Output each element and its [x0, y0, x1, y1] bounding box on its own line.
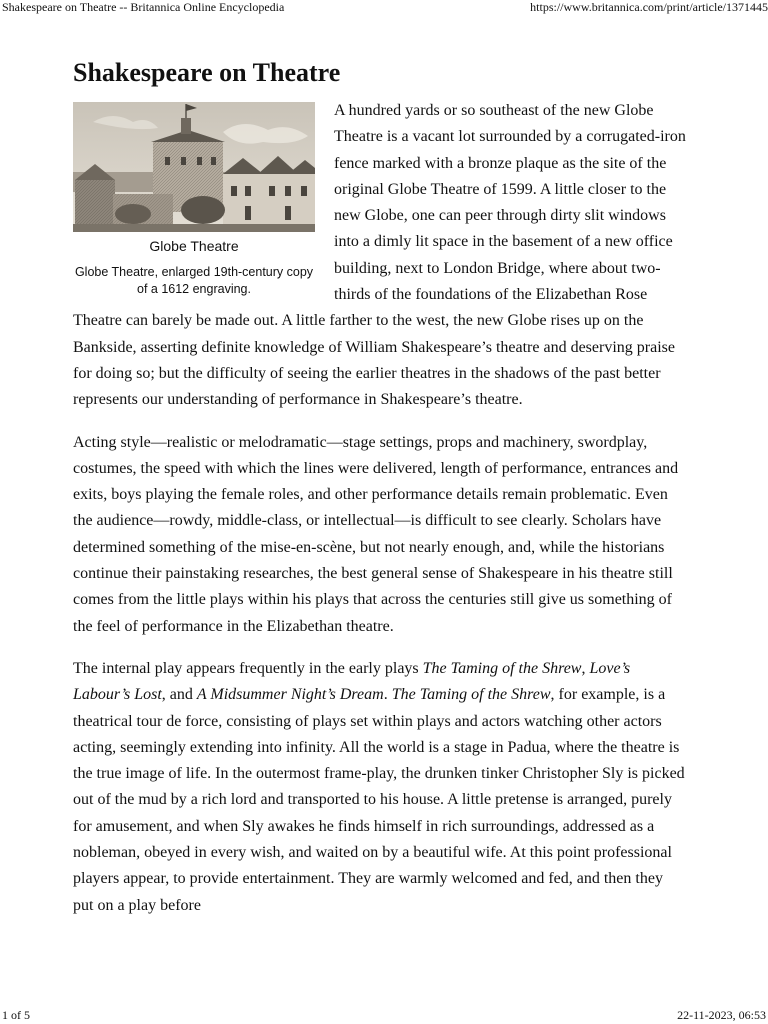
figure: [73, 102, 315, 298]
figure-caption: Globe Theatre, enlarged 19th-century copy of a 1612 engraving.: [74, 265, 314, 296]
print-url: https://www.britannica.com/print/article/1371445: [530, 0, 768, 14]
work-title-italic: A Midsummer Night’s Dream: [196, 686, 384, 704]
print-datetime: 22-11-2023, 06:53: [677, 1008, 766, 1022]
article: [73, 56, 686, 935]
work-title-italic: The Taming of the Shrew: [422, 659, 582, 677]
print-footer: [0, 1008, 768, 1024]
paragraph-text: , for example, is a theatrical tour de force, consisting of plays set within plays and actors watching other actors acting, seemingly extending into infinity. All the world is a stage in Padua, where the theatre is the true image of life. In the outermost frame-play, the drunken tinker Christopher Sly is picked out of the mud by a rich lord and transported to his house. A little pretense is arranged, purely for amusement, and when Sly awakes he finds himself in rich surroundings, addressed as a nobleman, obeyed in every wish, and waited on by a beautiful wife. At this point professional players appear, to provide entertainment. They are warmly welcomed and fed, and then they put on a play before: [73, 686, 685, 914]
article-title: Shakespeare on Theatre: [73, 58, 341, 87]
globe-theatre-engraving-image: [73, 102, 315, 232]
paragraph-text: ,: [581, 659, 590, 677]
print-header: [0, 0, 768, 18]
paragraph-text: , and: [161, 686, 197, 704]
work-title-italic: The Taming of the Shrew: [391, 686, 551, 704]
figure-caption-title: Globe Theatre: [149, 238, 239, 254]
paragraph-text: A hundred yards or so southeast of the new Globe Theatre is a vacant lot surrounded by a corrugated-iron fence marked with a bronze plaque as the site of the original Globe Theatre of 1599. A little closer to the new Globe, one can peer through dirty slit windows into a dimly lit space in the basement of a new office building, next to London Bridge, where about two-thirds of the foundations of the Elizabethan Rose Theatre can barely be made out. A little farther to the west, the new Globe rises up on the Bankside, asserting definite knowledge of William Shakespeare’s theatre and deserving praise for doing so; but the difficulty of seeing the earlier theatres in the shadows of the past better represents our understanding of performance in Shakespeare’s theatre.: [73, 102, 686, 409]
print-page-title: Shakespeare on Theatre -- Britannica Online Encyclopedia: [2, 0, 285, 14]
work-title-italic: Love’s Labour’s Lost: [73, 659, 631, 704]
page-number: 1 of 5: [2, 1008, 30, 1022]
article-paragraph: [73, 656, 686, 919]
paragraph-text: .: [383, 686, 392, 704]
paragraph-text: The internal play appears frequently in the early plays: [73, 659, 423, 677]
paragraph-text: Acting style—realistic or melodramatic—stage settings, props and machinery, swordplay, costumes, the speed with which the lines were delivered, length of performance, entrances and exits, boys playing the female roles, and other performance details remain problematic. Even the audience—rowdy, middle-class, or intellectual—is difficult to see clearly. Scholars have determined something of the mise-en-scène, but not nearly enough, and, while the historians continue their painstaking researches, the best general sense of Shakespeare in his theatre still comes from the little plays within his plays that across the centuries still give us something of the feel of performance in the Elizabethan theatre.: [73, 433, 679, 635]
article-paragraph: [73, 430, 686, 640]
